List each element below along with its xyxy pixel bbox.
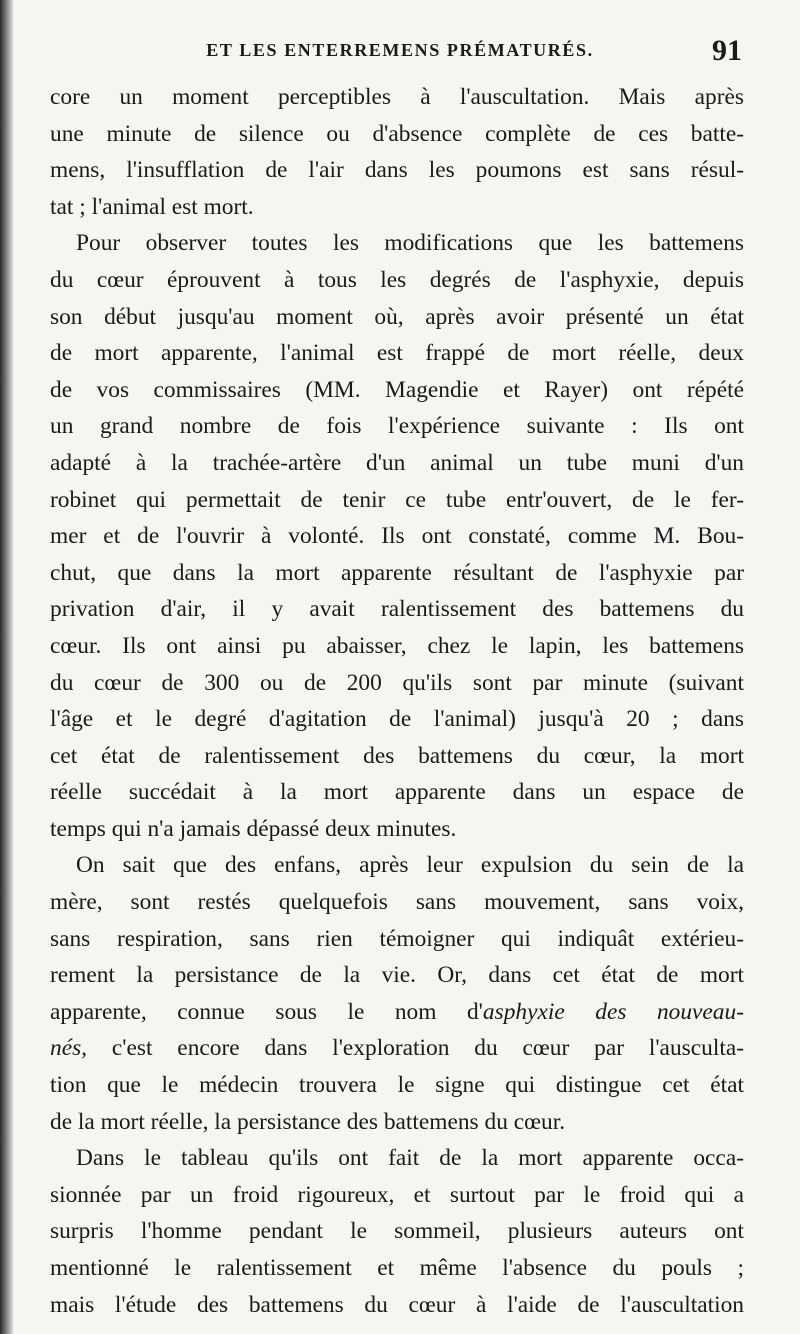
text-line: mer et de l'ouvrir à volonté. Ils ont constaté, comme M. Bou- <box>50 523 744 550</box>
text-line: son début jusqu'au moment où, après avoir présenté un état <box>50 303 744 330</box>
text-line: du cœur éprouvent à tous les degrés de l'asphyxie, depuis <box>50 266 744 293</box>
text-line: Dans le tableau qu'ils ont fait de la mort apparente occa- <box>76 1145 744 1172</box>
page-header <box>60 34 742 67</box>
text-line: mais l'étude des battemens du cœur à l'aide de l'auscultation <box>50 1291 744 1318</box>
text-fragment: apparente, connue sous le nom d' <box>50 998 483 1025</box>
text-line: du cœur de 300 ou de 200 qu'ils sont par minute (suivant <box>50 669 744 696</box>
text-line: une minute de silence ou d'absence complète de ces batte- <box>50 120 744 147</box>
text-line: mère, sont restés quelquefois sans mouvement, sans voix, <box>50 889 744 916</box>
page-gutter-shadow <box>0 0 14 1334</box>
text-line: de mort apparente, l'animal est frappé de mort réelle, deux <box>50 340 744 367</box>
text-line: robinet qui permettait de tenir ce tube entr'ouvert, de le fer- <box>50 486 744 513</box>
text-line <box>50 1030 744 1067</box>
text-line: de la mort réelle, la persistance des battemens du cœur. <box>50 1108 566 1135</box>
text-line: tion que le médecin trouvera le signe qui distingue cet état <box>50 1072 744 1099</box>
text-line: privation d'air, il y avait ralentissement des battemens du <box>50 596 744 623</box>
text-line: mentionné le ralentissement et même l'absence du pouls ; <box>50 1255 744 1281</box>
italic-term: nés, <box>50 1035 88 1062</box>
text-line <box>50 994 744 1031</box>
text-line: l'âge et le degré d'agitation de l'animal) jusqu'à 20 ; dans <box>50 706 744 733</box>
text-line: sans respiration, sans rien témoigner qui indiquât extérieu- <box>50 925 744 952</box>
body-text <box>50 79 744 1323</box>
running-title: ET LES ENTERREMENS PRÉMATURÉS. <box>206 40 594 60</box>
italic-term: asphyxie des nouveau- <box>482 998 744 1025</box>
text-line: core un moment perceptibles à l'auscultation. Mais après <box>50 84 744 110</box>
text-line: cet état de ralentissement des battemens du cœur, la mort <box>50 742 744 769</box>
text-line: mens, l'insufflation de l'air dans les poumons est sans résul- <box>50 157 744 184</box>
text-line: temps qui n'a jamais dépassé deux minutes. <box>50 815 457 842</box>
text-line: On sait que des enfans, après leur expulsion du sein de la <box>76 852 744 879</box>
text-line: adapté à la trachée-artère d'un animal un tube muni d'un <box>50 449 744 476</box>
text-line: cœur. Ils ont ainsi pu abaisser, chez le lapin, les battemens <box>50 632 744 659</box>
text-line: chut, que dans la mort apparente résultant de l'asphyxie par <box>50 559 744 586</box>
text-line: Pour observer toutes les modifications que les battemens <box>76 230 744 257</box>
text-line: réelle succédait à la mort apparente dans un espace de <box>50 779 744 806</box>
page-number: 91 <box>712 34 742 67</box>
text-line: de vos commissaires (MM. Magendie et Rayer) ont répété <box>50 376 744 403</box>
text-line: rement la persistance de la vie. Or, dans cet état de mort <box>50 962 744 989</box>
text-line: surpris l'homme pendant le sommeil, plusieurs auteurs ont <box>50 1218 744 1245</box>
text-line: tat ; l'animal est mort. <box>50 193 254 220</box>
text-fragment: c'est encore dans l'exploration du cœur par l'ausculta- <box>87 1035 744 1062</box>
text-line: sionnée par un froid rigoureux, et surtout par le froid qui a <box>50 1181 744 1208</box>
text-line: un grand nombre de fois l'expérience suivante : Ils ont <box>50 413 744 440</box>
